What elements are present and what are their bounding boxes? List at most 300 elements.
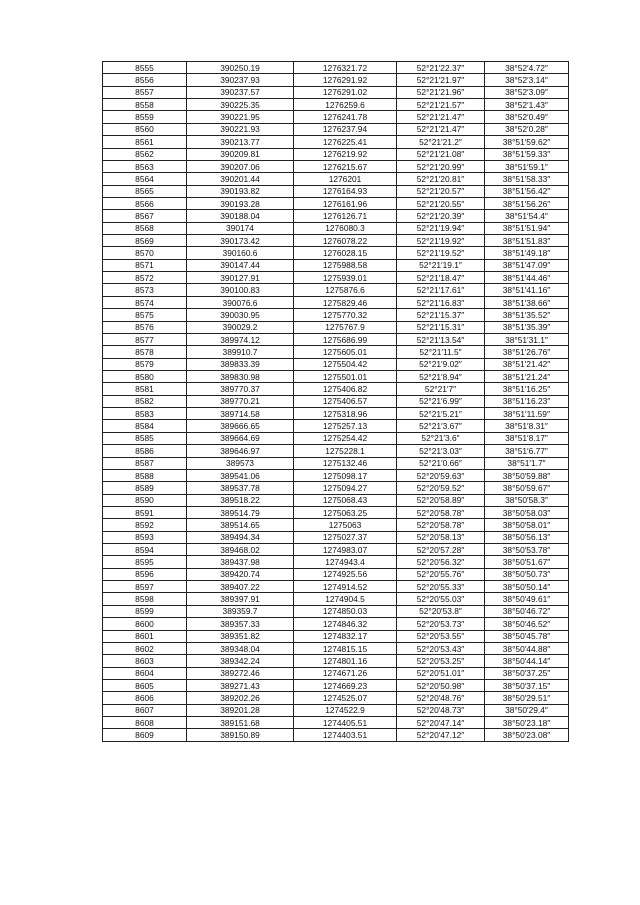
- x-coordinate-cell: 389150.89: [187, 729, 294, 741]
- point-number-cell: 8572: [103, 272, 187, 284]
- table-row: [103, 74, 569, 86]
- x-coordinate-cell: 390237.93: [187, 74, 294, 86]
- point-number-cell: 8571: [103, 259, 187, 271]
- table-row: [103, 259, 569, 271]
- longitude-cell: 38°50′50.14″: [485, 581, 569, 593]
- latitude-cell: 52°20′58.78″: [397, 519, 485, 531]
- latitude-cell: 52°21′20.81″: [397, 173, 485, 185]
- point-number-cell: 8601: [103, 630, 187, 642]
- table-row: [103, 284, 569, 296]
- point-number-cell: 8577: [103, 333, 187, 345]
- latitude-cell: 52°21′11.5″: [397, 346, 485, 358]
- y-coordinate-cell: 1276237.94: [294, 123, 397, 135]
- x-coordinate-cell: 389468.02: [187, 544, 294, 556]
- latitude-cell: 52°20′51.01″: [397, 667, 485, 679]
- x-coordinate-cell: 389202.26: [187, 692, 294, 704]
- longitude-cell: 38°51′59.33″: [485, 148, 569, 160]
- x-coordinate-cell: 390221.93: [187, 123, 294, 135]
- table-row: [103, 160, 569, 172]
- table-row: [103, 729, 569, 741]
- latitude-cell: 52°21′7″: [397, 383, 485, 395]
- y-coordinate-cell: 1276219.92: [294, 148, 397, 160]
- x-coordinate-cell: 390147.44: [187, 259, 294, 271]
- table-row: [103, 197, 569, 209]
- point-number-cell: 8596: [103, 568, 187, 580]
- longitude-cell: 38°51′16.23″: [485, 395, 569, 407]
- table-row: [103, 556, 569, 568]
- y-coordinate-cell: 1276215.67: [294, 160, 397, 172]
- latitude-cell: 52°21′21.96″: [397, 86, 485, 98]
- y-coordinate-cell: 1274983.07: [294, 544, 397, 556]
- point-number-cell: 8555: [103, 62, 187, 74]
- y-coordinate-cell: 1275501.01: [294, 370, 397, 382]
- point-number-cell: 8558: [103, 99, 187, 111]
- y-coordinate-cell: 1276321.72: [294, 62, 397, 74]
- table-row: [103, 667, 569, 679]
- longitude-cell: 38°50′37.15″: [485, 679, 569, 691]
- x-coordinate-cell: 389833.39: [187, 358, 294, 370]
- latitude-cell: 52°21′19.52″: [397, 247, 485, 259]
- x-coordinate-cell: 389514.79: [187, 506, 294, 518]
- longitude-cell: 38°51′8.31″: [485, 420, 569, 432]
- table-row: [103, 519, 569, 531]
- longitude-cell: 38°50′23.18″: [485, 717, 569, 729]
- latitude-cell: 52°21′6.99″: [397, 395, 485, 407]
- y-coordinate-cell: 1275767.9: [294, 321, 397, 333]
- point-number-cell: 8606: [103, 692, 187, 704]
- longitude-cell: 38°52′1.43″: [485, 99, 569, 111]
- latitude-cell: 52°20′55.76″: [397, 568, 485, 580]
- x-coordinate-cell: 389770.21: [187, 395, 294, 407]
- table-row: [103, 581, 569, 593]
- y-coordinate-cell: 1276291.92: [294, 74, 397, 86]
- longitude-cell: 38°51′58.33″: [485, 173, 569, 185]
- x-coordinate-cell: 390029.2: [187, 321, 294, 333]
- point-number-cell: 8602: [103, 642, 187, 654]
- latitude-cell: 52°21′20.99″: [397, 160, 485, 172]
- y-coordinate-cell: 1275068.43: [294, 494, 397, 506]
- y-coordinate-cell: 1276241.78: [294, 111, 397, 123]
- x-coordinate-cell: 389201.28: [187, 704, 294, 716]
- x-coordinate-cell: 390209.81: [187, 148, 294, 160]
- y-coordinate-cell: 1276164.93: [294, 185, 397, 197]
- table-row: [103, 568, 569, 580]
- x-coordinate-cell: 389537.78: [187, 482, 294, 494]
- y-coordinate-cell: 1275254.42: [294, 432, 397, 444]
- longitude-cell: 38°50′56.13″: [485, 531, 569, 543]
- table-row: [103, 333, 569, 345]
- point-number-cell: 8588: [103, 469, 187, 481]
- longitude-cell: 38°50′46.72″: [485, 605, 569, 617]
- y-coordinate-cell: 1274943.4: [294, 556, 397, 568]
- table-row: [103, 185, 569, 197]
- y-coordinate-cell: 1274846.32: [294, 618, 397, 630]
- point-number-cell: 8598: [103, 593, 187, 605]
- latitude-cell: 52°21′0.66″: [397, 457, 485, 469]
- longitude-cell: 38°51′31.1″: [485, 333, 569, 345]
- point-number-cell: 8595: [103, 556, 187, 568]
- point-number-cell: 8607: [103, 704, 187, 716]
- table-row: [103, 136, 569, 148]
- latitude-cell: 52°20′56.32″: [397, 556, 485, 568]
- table-row: [103, 222, 569, 234]
- table-row: [103, 642, 569, 654]
- latitude-cell: 52°21′21.47″: [397, 111, 485, 123]
- longitude-cell: 38°50′59.88″: [485, 469, 569, 481]
- longitude-cell: 38°51′8.17″: [485, 432, 569, 444]
- y-coordinate-cell: 1276161.96: [294, 197, 397, 209]
- x-coordinate-cell: 389646.97: [187, 445, 294, 457]
- x-coordinate-cell: 390127.91: [187, 272, 294, 284]
- x-coordinate-cell: 390076.6: [187, 296, 294, 308]
- latitude-cell: 52°21′19.1″: [397, 259, 485, 271]
- latitude-cell: 52°21′20.39″: [397, 210, 485, 222]
- longitude-cell: 38°51′16.25″: [485, 383, 569, 395]
- table-row: [103, 86, 569, 98]
- latitude-cell: 52°20′47.12″: [397, 729, 485, 741]
- longitude-cell: 38°50′53.78″: [485, 544, 569, 556]
- point-number-cell: 8597: [103, 581, 187, 593]
- longitude-cell: 38°50′23.08″: [485, 729, 569, 741]
- x-coordinate-cell: 390160.6: [187, 247, 294, 259]
- x-coordinate-cell: 390030.95: [187, 309, 294, 321]
- latitude-cell: 52°21′16.83″: [397, 296, 485, 308]
- table-row: [103, 704, 569, 716]
- longitude-cell: 38°50′51.67″: [485, 556, 569, 568]
- latitude-cell: 52°20′58.13″: [397, 531, 485, 543]
- y-coordinate-cell: 1276126.71: [294, 210, 397, 222]
- latitude-cell: 52°21′13.54″: [397, 333, 485, 345]
- point-number-cell: 8573: [103, 284, 187, 296]
- point-number-cell: 8578: [103, 346, 187, 358]
- x-coordinate-cell: 389974.12: [187, 333, 294, 345]
- point-number-cell: 8584: [103, 420, 187, 432]
- y-coordinate-cell: 1276201: [294, 173, 397, 185]
- longitude-cell: 38°51′44.46″: [485, 272, 569, 284]
- point-number-cell: 8580: [103, 370, 187, 382]
- longitude-cell: 38°51′38.66″: [485, 296, 569, 308]
- y-coordinate-cell: 1275318.96: [294, 408, 397, 420]
- longitude-cell: 38°51′1.7″: [485, 457, 569, 469]
- latitude-cell: 52°20′57.28″: [397, 544, 485, 556]
- table-row: [103, 173, 569, 185]
- x-coordinate-cell: 390173.42: [187, 235, 294, 247]
- longitude-cell: 38°52′0.28″: [485, 123, 569, 135]
- table-row: [103, 210, 569, 222]
- longitude-cell: 38°50′29.51″: [485, 692, 569, 704]
- point-number-cell: 8568: [103, 222, 187, 234]
- point-number-cell: 8594: [103, 544, 187, 556]
- x-coordinate-cell: 389437.98: [187, 556, 294, 568]
- latitude-cell: 52°21′21.08″: [397, 148, 485, 160]
- table-row: [103, 692, 569, 704]
- point-number-cell: 8562: [103, 148, 187, 160]
- latitude-cell: 52°21′20.55″: [397, 197, 485, 209]
- longitude-cell: 38°51′35.52″: [485, 309, 569, 321]
- point-number-cell: 8605: [103, 679, 187, 691]
- longitude-cell: 38°51′56.42″: [485, 185, 569, 197]
- x-coordinate-cell: 389770.37: [187, 383, 294, 395]
- table-row: [103, 605, 569, 617]
- longitude-cell: 38°50′44.88″: [485, 642, 569, 654]
- table-row: [103, 593, 569, 605]
- latitude-cell: 52°21′9.02″: [397, 358, 485, 370]
- latitude-cell: 52°20′53.8″: [397, 605, 485, 617]
- x-coordinate-cell: 389910.7: [187, 346, 294, 358]
- longitude-cell: 38°51′26.76″: [485, 346, 569, 358]
- point-number-cell: 8575: [103, 309, 187, 321]
- x-coordinate-cell: 389272.46: [187, 667, 294, 679]
- y-coordinate-cell: 1275988.58: [294, 259, 397, 271]
- longitude-cell: 38°50′58.3″: [485, 494, 569, 506]
- longitude-cell: 38°51′21.24″: [485, 370, 569, 382]
- table-row: [103, 469, 569, 481]
- latitude-cell: 52°20′47.14″: [397, 717, 485, 729]
- coordinates-table-body: [103, 62, 569, 742]
- y-coordinate-cell: 1274405.51: [294, 717, 397, 729]
- y-coordinate-cell: 1274801.16: [294, 655, 397, 667]
- x-coordinate-cell: 389573: [187, 457, 294, 469]
- table-row: [103, 99, 569, 111]
- latitude-cell: 52°21′3.03″: [397, 445, 485, 457]
- x-coordinate-cell: 389351.82: [187, 630, 294, 642]
- table-row: [103, 321, 569, 333]
- latitude-cell: 52°21′17.61″: [397, 284, 485, 296]
- point-number-cell: 8557: [103, 86, 187, 98]
- x-coordinate-cell: 389151.68: [187, 717, 294, 729]
- y-coordinate-cell: 1276259.6: [294, 99, 397, 111]
- x-coordinate-cell: 389359.7: [187, 605, 294, 617]
- table-row: [103, 235, 569, 247]
- point-number-cell: 8560: [103, 123, 187, 135]
- x-coordinate-cell: 389271.43: [187, 679, 294, 691]
- table-row: [103, 309, 569, 321]
- point-number-cell: 8565: [103, 185, 187, 197]
- latitude-cell: 52°21′15.37″: [397, 309, 485, 321]
- point-number-cell: 8592: [103, 519, 187, 531]
- y-coordinate-cell: 1274669.23: [294, 679, 397, 691]
- point-number-cell: 8585: [103, 432, 187, 444]
- x-coordinate-cell: 390100.83: [187, 284, 294, 296]
- longitude-cell: 38°51′35.39″: [485, 321, 569, 333]
- point-number-cell: 8587: [103, 457, 187, 469]
- x-coordinate-cell: 390193.28: [187, 197, 294, 209]
- point-number-cell: 8590: [103, 494, 187, 506]
- table-row: [103, 272, 569, 284]
- table-row: [103, 618, 569, 630]
- latitude-cell: 52°21′21.97″: [397, 74, 485, 86]
- point-number-cell: 8569: [103, 235, 187, 247]
- x-coordinate-cell: 389666.65: [187, 420, 294, 432]
- y-coordinate-cell: 1275406.82: [294, 383, 397, 395]
- y-coordinate-cell: 1274850.03: [294, 605, 397, 617]
- longitude-cell: 38°50′45.78″: [485, 630, 569, 642]
- y-coordinate-cell: 1276225.41: [294, 136, 397, 148]
- latitude-cell: 52°21′5.21″: [397, 408, 485, 420]
- latitude-cell: 52°21′22.37″: [397, 62, 485, 74]
- latitude-cell: 52°20′50.98″: [397, 679, 485, 691]
- x-coordinate-cell: 390188.04: [187, 210, 294, 222]
- table-row: [103, 630, 569, 642]
- latitude-cell: 52°21′21.47″: [397, 123, 485, 135]
- x-coordinate-cell: 389342.24: [187, 655, 294, 667]
- longitude-cell: 38°50′49.61″: [485, 593, 569, 605]
- longitude-cell: 38°50′58.03″: [485, 506, 569, 518]
- coordinates-table: [102, 61, 569, 742]
- table-row: [103, 531, 569, 543]
- latitude-cell: 52°21′3.6″: [397, 432, 485, 444]
- x-coordinate-cell: 389407.22: [187, 581, 294, 593]
- latitude-cell: 52°20′58.89″: [397, 494, 485, 506]
- table-row: [103, 717, 569, 729]
- latitude-cell: 52°21′18.47″: [397, 272, 485, 284]
- point-number-cell: 8561: [103, 136, 187, 148]
- x-coordinate-cell: 389664.69: [187, 432, 294, 444]
- point-number-cell: 8608: [103, 717, 187, 729]
- longitude-cell: 38°50′59.67″: [485, 482, 569, 494]
- y-coordinate-cell: 1275063: [294, 519, 397, 531]
- table-row: [103, 247, 569, 259]
- latitude-cell: 52°21′19.94″: [397, 222, 485, 234]
- y-coordinate-cell: 1276078.22: [294, 235, 397, 247]
- y-coordinate-cell: 1275098.17: [294, 469, 397, 481]
- point-number-cell: 8563: [103, 160, 187, 172]
- y-coordinate-cell: 1275027.37: [294, 531, 397, 543]
- table-row: [103, 408, 569, 420]
- point-number-cell: 8581: [103, 383, 187, 395]
- table-row: [103, 370, 569, 382]
- longitude-cell: 38°51′49.18″: [485, 247, 569, 259]
- longitude-cell: 38°50′29.4″: [485, 704, 569, 716]
- x-coordinate-cell: 389541.06: [187, 469, 294, 481]
- longitude-cell: 38°51′11.59″: [485, 408, 569, 420]
- latitude-cell: 52°20′48.73″: [397, 704, 485, 716]
- y-coordinate-cell: 1275257.13: [294, 420, 397, 432]
- y-coordinate-cell: 1275605.01: [294, 346, 397, 358]
- latitude-cell: 52°20′53.55″: [397, 630, 485, 642]
- y-coordinate-cell: 1275829.46: [294, 296, 397, 308]
- x-coordinate-cell: 390221.95: [187, 111, 294, 123]
- latitude-cell: 52°20′55.33″: [397, 581, 485, 593]
- point-number-cell: 8574: [103, 296, 187, 308]
- y-coordinate-cell: 1274832.17: [294, 630, 397, 642]
- x-coordinate-cell: 390174: [187, 222, 294, 234]
- y-coordinate-cell: 1275504.42: [294, 358, 397, 370]
- point-number-cell: 8559: [103, 111, 187, 123]
- table-row: [103, 655, 569, 667]
- y-coordinate-cell: 1276028.15: [294, 247, 397, 259]
- point-number-cell: 8599: [103, 605, 187, 617]
- y-coordinate-cell: 1274904.5: [294, 593, 397, 605]
- x-coordinate-cell: 389518.22: [187, 494, 294, 506]
- table-row: [103, 62, 569, 74]
- x-coordinate-cell: 390201.44: [187, 173, 294, 185]
- y-coordinate-cell: 1275939.01: [294, 272, 397, 284]
- x-coordinate-cell: 389357.33: [187, 618, 294, 630]
- longitude-cell: 38°52′3.14″: [485, 74, 569, 86]
- longitude-cell: 38°51′51.83″: [485, 235, 569, 247]
- y-coordinate-cell: 1275770.32: [294, 309, 397, 321]
- y-coordinate-cell: 1275228.1: [294, 445, 397, 457]
- y-coordinate-cell: 1274925.56: [294, 568, 397, 580]
- longitude-cell: 38°51′41.16″: [485, 284, 569, 296]
- y-coordinate-cell: 1276080.3: [294, 222, 397, 234]
- point-number-cell: 8600: [103, 618, 187, 630]
- latitude-cell: 52°21′15.31″: [397, 321, 485, 333]
- point-number-cell: 8576: [103, 321, 187, 333]
- latitude-cell: 52°20′53.73″: [397, 618, 485, 630]
- x-coordinate-cell: 389494.34: [187, 531, 294, 543]
- y-coordinate-cell: 1274403.51: [294, 729, 397, 741]
- x-coordinate-cell: 389348.04: [187, 642, 294, 654]
- point-number-cell: 8567: [103, 210, 187, 222]
- longitude-cell: 38°51′21.42″: [485, 358, 569, 370]
- x-coordinate-cell: 389397.91: [187, 593, 294, 605]
- latitude-cell: 52°21′21.2″: [397, 136, 485, 148]
- longitude-cell: 38°51′59.62″: [485, 136, 569, 148]
- table-row: [103, 445, 569, 457]
- y-coordinate-cell: 1275063.25: [294, 506, 397, 518]
- point-number-cell: 8604: [103, 667, 187, 679]
- y-coordinate-cell: 1275132.46: [294, 457, 397, 469]
- longitude-cell: 38°51′47.09″: [485, 259, 569, 271]
- x-coordinate-cell: 390225.35: [187, 99, 294, 111]
- point-number-cell: 8570: [103, 247, 187, 259]
- y-coordinate-cell: 1275686.99: [294, 333, 397, 345]
- table-row: [103, 111, 569, 123]
- table-row: [103, 358, 569, 370]
- table-row: [103, 123, 569, 135]
- latitude-cell: 52°21′8.94″: [397, 370, 485, 382]
- latitude-cell: 52°20′53.25″: [397, 655, 485, 667]
- point-number-cell: 8603: [103, 655, 187, 667]
- table-row: [103, 395, 569, 407]
- latitude-cell: 52°21′21.57″: [397, 99, 485, 111]
- x-coordinate-cell: 389514.65: [187, 519, 294, 531]
- y-coordinate-cell: 1274914.52: [294, 581, 397, 593]
- longitude-cell: 38°51′51.94″: [485, 222, 569, 234]
- point-number-cell: 8566: [103, 197, 187, 209]
- table-row: [103, 296, 569, 308]
- y-coordinate-cell: 1274525.07: [294, 692, 397, 704]
- x-coordinate-cell: 389830.98: [187, 370, 294, 382]
- table-row: [103, 457, 569, 469]
- point-number-cell: 8583: [103, 408, 187, 420]
- table-row: [103, 432, 569, 444]
- latitude-cell: 52°21′19.92″: [397, 235, 485, 247]
- latitude-cell: 52°20′55.03″: [397, 593, 485, 605]
- table-row: [103, 346, 569, 358]
- latitude-cell: 52°20′53.43″: [397, 642, 485, 654]
- y-coordinate-cell: 1274815.15: [294, 642, 397, 654]
- longitude-cell: 38°51′56.26″: [485, 197, 569, 209]
- y-coordinate-cell: 1275876.6: [294, 284, 397, 296]
- x-coordinate-cell: 389420.74: [187, 568, 294, 580]
- table-row: [103, 482, 569, 494]
- point-number-cell: 8586: [103, 445, 187, 457]
- y-coordinate-cell: 1275094.27: [294, 482, 397, 494]
- longitude-cell: 38°50′50.73″: [485, 568, 569, 580]
- x-coordinate-cell: 390193.82: [187, 185, 294, 197]
- point-number-cell: 8589: [103, 482, 187, 494]
- x-coordinate-cell: 390207.06: [187, 160, 294, 172]
- latitude-cell: 52°21′3.67″: [397, 420, 485, 432]
- point-number-cell: 8593: [103, 531, 187, 543]
- table-row: [103, 148, 569, 160]
- y-coordinate-cell: 1274671.26: [294, 667, 397, 679]
- longitude-cell: 38°51′54.4″: [485, 210, 569, 222]
- point-number-cell: 8609: [103, 729, 187, 741]
